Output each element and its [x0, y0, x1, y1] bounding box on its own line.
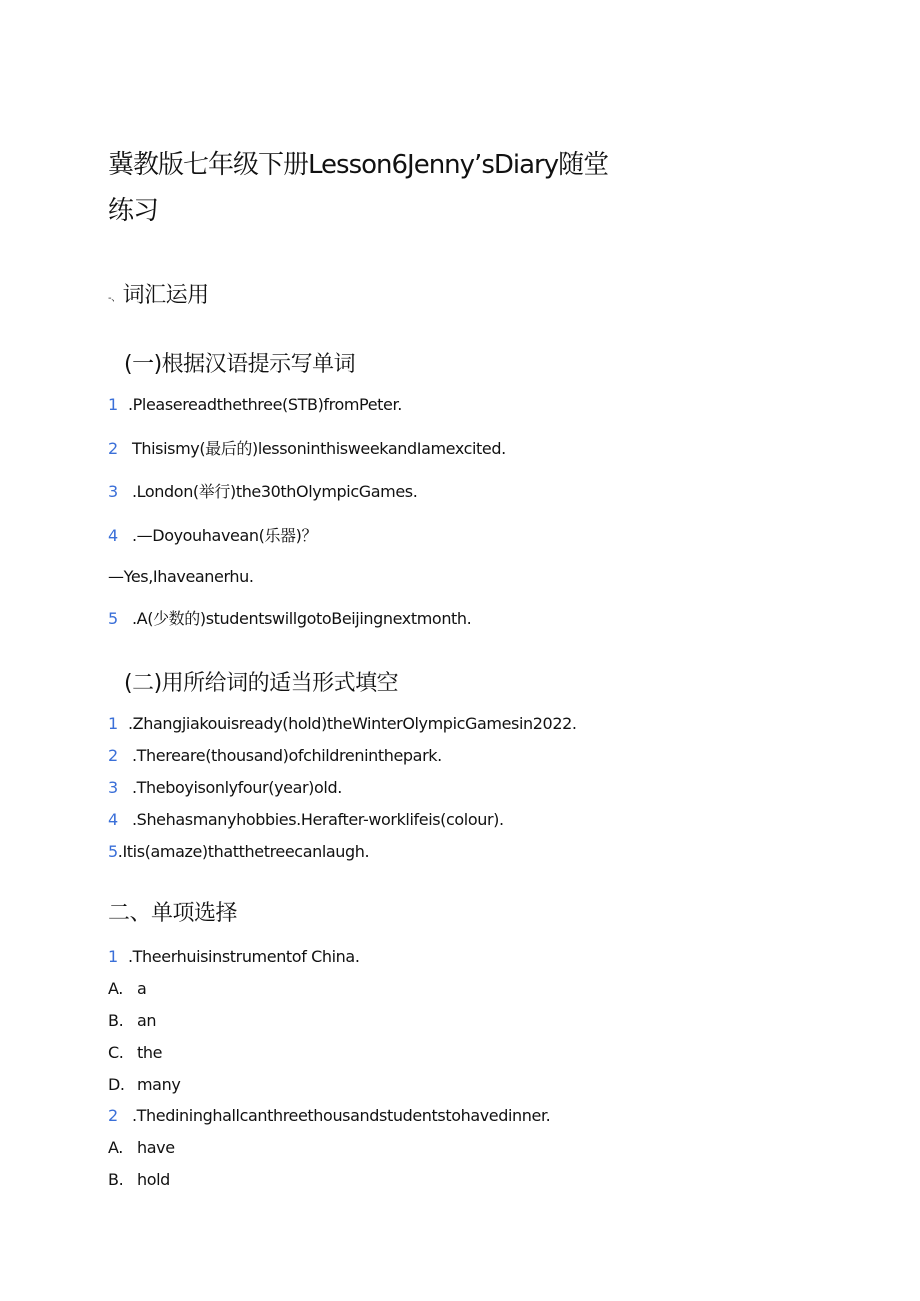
item-number: 3	[108, 482, 118, 501]
item-number: 4	[108, 810, 118, 829]
part2-item-2	[108, 746, 442, 765]
section2-title: 二、单项选择	[108, 901, 238, 926]
part2-title: (二)用所给词的适当形式填空	[124, 671, 399, 696]
mc-q2-option-a	[108, 1138, 175, 1157]
mc-q1-option-b	[108, 1011, 156, 1030]
item-text: .—Doyouhavean(乐器)？	[132, 526, 318, 545]
mc-question-1	[108, 947, 360, 966]
question-text: .Theerhuisinstrumentof China.	[128, 947, 360, 966]
option-letter: B.	[108, 1170, 124, 1189]
item-number: 4	[108, 526, 118, 545]
option-text: a	[137, 979, 147, 998]
part2-item-1	[108, 714, 577, 733]
option-text: the	[137, 1043, 163, 1062]
item-number: 5	[108, 842, 118, 861]
item-number: 5	[108, 609, 118, 628]
item-text: .Zhangjiakouisready(hold)theWinterOlympicGamesin2022.	[128, 714, 577, 733]
mc-q1-option-c	[108, 1043, 162, 1062]
question-number: 1	[108, 947, 118, 966]
item-number: 2	[108, 439, 118, 458]
option-text: an	[137, 1011, 157, 1030]
mc-q1-option-a	[108, 979, 146, 998]
item-text: .Shehasmanyhobbies.Herafter-worklifeis(colour).	[132, 810, 504, 829]
part1-item-5	[108, 606, 471, 629]
part2-item-4	[108, 810, 504, 829]
part2-item-5	[108, 842, 369, 861]
item-number: 1	[108, 395, 118, 414]
part1-item-4	[108, 523, 317, 546]
question-text: .Thedininghallcanthreethousandstudentstohavedinner.	[132, 1106, 551, 1125]
item-text: .Itis(amaze)thatthetreecanlaugh.	[117, 842, 370, 861]
section1-prefix: -、	[108, 292, 121, 304]
item-text: .A(少数的)studentswillgotoBeijingnextmonth.	[132, 609, 472, 628]
mc-q2-option-b	[108, 1170, 170, 1189]
section1-heading	[108, 278, 209, 309]
option-text: hold	[137, 1170, 170, 1189]
part1-item-4-answer	[108, 567, 254, 586]
question-number: 2	[108, 1106, 118, 1125]
item-text: .London(举行)the30thOlympicGames.	[132, 482, 418, 501]
mc-q1-option-d	[108, 1075, 180, 1094]
item-text: —Yes,Ihaveanerhu.	[108, 567, 254, 586]
item-text: .Theboyisonlyfour(year)old.	[132, 778, 342, 797]
section1-title: 词汇运用	[122, 283, 209, 308]
part1-item-1	[108, 395, 402, 414]
item-text: .Pleasereadthethree(STB)fromPeter.	[128, 395, 402, 414]
item-text: .Thereare(thousand)ofchildreninthepark.	[132, 746, 442, 765]
item-number: 1	[108, 714, 118, 733]
part1-item-3	[108, 479, 417, 502]
part2-item-3	[108, 778, 342, 797]
item-number: 2	[108, 746, 118, 765]
option-letter: D.	[108, 1075, 125, 1094]
part1-title: (一)根据汉语提示写单词	[124, 352, 356, 377]
mc-question-2	[108, 1106, 550, 1125]
part1-item-2	[108, 436, 506, 459]
option-text: have	[137, 1138, 175, 1157]
option-letter: A.	[108, 1138, 123, 1157]
doc-title-line1: 冀教版七年级下册Lesson6Jenny’sDiary随堂	[108, 150, 609, 180]
item-text: Thisismy(最后的)lessoninthisweekandIamexcited.	[132, 439, 506, 458]
option-letter: B.	[108, 1011, 124, 1030]
item-number: 3	[108, 778, 118, 797]
option-letter: C.	[108, 1043, 124, 1062]
option-text: many	[137, 1075, 181, 1094]
option-letter: A.	[108, 979, 123, 998]
doc-title-line2: 练习	[108, 196, 159, 226]
